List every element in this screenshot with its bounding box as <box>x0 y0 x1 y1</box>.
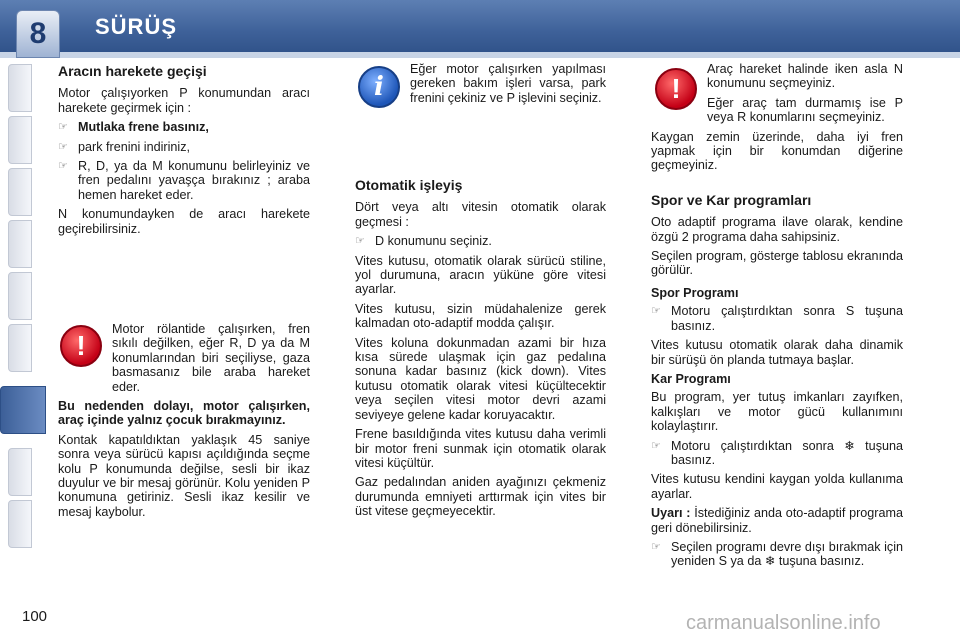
column-3 <box>651 62 903 574</box>
bullet-item: ☞ Seçilen programı devre dışı bırakmak için yeniden S ya da ❄ tuşuna basınız. <box>651 539 903 569</box>
bullet-item: ☞ R, D, ya da M konumunu belirleyiniz ve fren pedalını yavaşça bırakınız ; araba hemen hareket eder. <box>58 159 310 202</box>
chapter-tab-6[interactable] <box>8 324 32 372</box>
paragraph: Seçilen program, gösterge tablosu ekranında görülür. <box>651 249 903 278</box>
chapter-tab-1[interactable] <box>8 64 32 112</box>
uyari-paragraph <box>651 506 903 535</box>
watermark: carmanualsonline.info <box>686 612 881 634</box>
bullet-item: ☞ Motoru çalıştırdıktan sonra ❄ tuşuna basınız. <box>651 438 903 467</box>
bullet-item: ☞ Mutlaka frene basınız, <box>58 120 209 135</box>
paragraph: Gaz pedalından aniden ayağınızı çekmeniz durumunda emniyeti arttırmak için vites bir üst vitese geçmeyecektir. <box>355 475 606 519</box>
chapter-title: SÜRÜŞ <box>95 14 178 39</box>
intro-text: Motor çalışıyorken P konumundan aracı harekete geçirmek için : <box>58 86 310 115</box>
chapter-tab-8[interactable] <box>8 448 32 496</box>
bullet-item: ☞ park frenini indiriniz, <box>58 139 190 154</box>
paragraph: Kaygan zemin üzerinde, daha iyi fren yapmak için bir konumdan diğerine geçmeyiniz. <box>651 129 903 173</box>
column-2 <box>355 178 606 524</box>
pointing-hand-icon: ☞ <box>58 160 68 173</box>
warning-icon: ! <box>60 325 102 367</box>
warning-text-3: Kontak kapatıldıktan yaklaşık 45 saniye sonra veya sürücü kapısı açıldığında seçme kolu P konumunda değilse, sesli bir ikaz duyulur ve bir mesaj görünür. Kolu yeniden P konumuna getiriniz. Sesli ikaz kesilir ve mesaj kaybolur. <box>58 432 310 519</box>
info-icon: i <box>358 66 400 108</box>
pointing-hand-icon: ☞ <box>651 540 661 553</box>
chapter-tab-9[interactable] <box>8 500 32 548</box>
column-1-warning <box>58 322 310 524</box>
paragraph: Oto adaptif programa ilave olarak, kendine özgü 2 programa daha sahipsiniz. <box>651 215 903 244</box>
bullet-item: ☞ D konumunu seçiniz. <box>355 234 492 249</box>
paragraph: Dört veya altı vitesin otomatik olarak geçmesi : <box>355 200 606 229</box>
chapter-tabs-rail <box>0 58 30 598</box>
note-text: N konumundayken de aracı harekete geçirebilirsiniz. <box>58 207 310 236</box>
paragraph: Frene basıldığında vites kutusu daha verimli bir motor freni sunmak için otomatik olarak vitesi küçültür. <box>355 427 606 470</box>
warning-text-2: Eğer araç tam durmamış ise P veya R konumlarını seçmeyiniz. <box>707 95 903 125</box>
chapter-tab-3[interactable] <box>8 168 32 216</box>
chapter-tab-5[interactable] <box>8 272 32 320</box>
header-strip <box>0 52 960 58</box>
pointing-hand-icon: ☞ <box>58 121 68 134</box>
pointing-hand-icon: ☞ <box>355 235 365 248</box>
bullet-item: ☞ Motoru çalıştırdıktan sonra S tuşuna basınız. <box>651 304 903 333</box>
uyari-label: Uyarı : <box>651 506 691 521</box>
warning-icon: ! <box>655 68 697 110</box>
pointing-hand-icon: ☞ <box>651 439 661 452</box>
chapter-tab-2[interactable] <box>8 116 32 164</box>
warning-text: Araç hareket halinde iken asla N konumunu seçmeyiniz. <box>707 62 903 91</box>
paragraph: Vites kutusu kendini kaygan yolda kullanıma ayarlar. <box>651 472 903 501</box>
column-1 <box>58 64 310 241</box>
pointing-hand-icon: ☞ <box>651 305 661 318</box>
info-text: Eğer motor çalışırken yapılması gereken bakım işleri varsa, park frenini çekiniz ve P işlevini seçiniz. <box>410 62 606 105</box>
column-2-info <box>410 62 606 110</box>
paragraph: Vites kutusu, sizin müdahalenize gerek kalmadan oto-adaptif modda çalışır. <box>355 301 606 331</box>
uyari-text: İstediğiniz anda oto-adaptif programa geri dönebilirsiniz. <box>651 506 903 535</box>
chapter-tab-active[interactable] <box>0 386 46 434</box>
warning-text: Motor rölantide çalışırken, fren sıkılı değilken, eğer R, D ya da M konumlarından biri seçiliyse, gaza basmasanız bile araba hareket eder. <box>112 322 310 394</box>
paragraph: Vites kutusu otomatik olarak daha dinamik bir sürüşü ön planda tutmaya başlar. <box>651 338 903 367</box>
chapter-header <box>0 0 960 58</box>
section-title-harekete-gecis: Aracın harekete geçişi <box>58 63 207 79</box>
section-title-otomatik: Otomatik işleyiş <box>355 177 463 193</box>
pointing-hand-icon: ☞ <box>58 140 68 153</box>
section-title-spor-kar: Spor ve Kar programları <box>651 191 812 208</box>
warning-text-2: Bu nedenden dolayı, motor çalışırken, araç içinde yalnız çocuk bırakmayınız. <box>58 399 310 428</box>
chapter-tab-4[interactable] <box>8 220 32 268</box>
paragraph: Vites kutusu, otomatik olarak sürücü stiline, yol durumuna, aracın yüküne göre vitesi ayarlar. <box>355 253 606 297</box>
paragraph: Bu program, yer tutuş imkanları zayıfken, kalkışları ve motor gücü kullanımını kolaylaştırır. <box>651 390 903 434</box>
subsection-title-spor: Spor Programı <box>651 285 739 300</box>
paragraph: Vites koluna dokunmadan azami bir hıza kısa sürede ulaşmak için gaz pedalına sonuna kadar basınız (kick down). Vites kutusu otomatik olarak vitesi küçültecektir veya seçilen vitesi motor devri azami seviyeye gelene kadar koruyacaktır. <box>355 335 606 422</box>
subsection-title-kar: Kar Programı <box>651 371 731 386</box>
chapter-number-tab: 8 <box>16 10 60 58</box>
page-number: 100 <box>22 608 48 625</box>
